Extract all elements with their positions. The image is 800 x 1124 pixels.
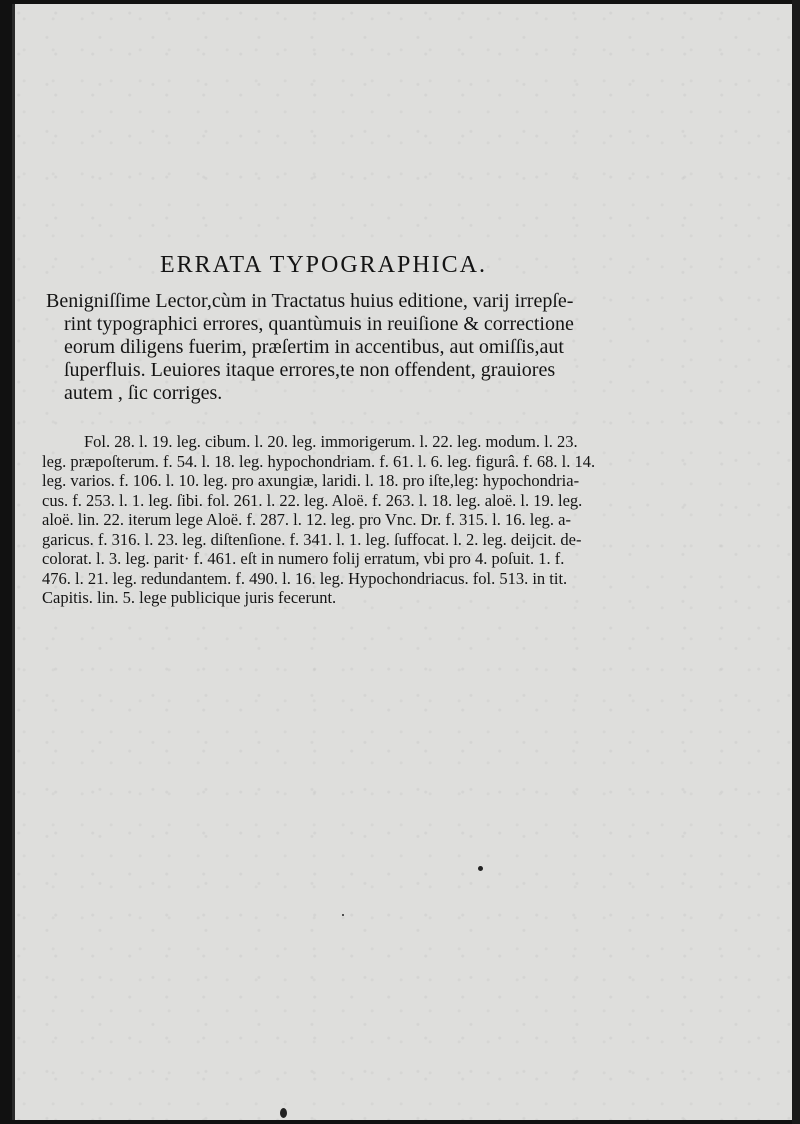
intro-paragraph — [46, 290, 696, 405]
page-title: ERRATA TYPOGRAPHICA. — [160, 252, 488, 278]
errata-line: leg. præpoſterum. f. 54. l. 18. leg. hypochondriam. f. 61. l. 6. leg. figurâ. f. 68. l. 14. — [42, 451, 596, 471]
intro-line: autem , ſic corriges. — [64, 382, 223, 404]
ink-speck — [478, 866, 483, 871]
ink-speck — [280, 1108, 287, 1118]
errata-line: cus. f. 253. l. 1. leg. ſibi. fol. 261. l. 22. leg. Aloë. f. 263. l. 18. leg. aloë. l. 19. leg. — [42, 490, 583, 510]
ink-speck — [342, 914, 344, 916]
errata-line: aloë. lin. 22. iterum lege Aloë. f. 287. l. 12. leg. pro Vnc. Dr. f. 315. l. 16. leg. a- — [42, 510, 571, 529]
errata-line: Fol. 28. l. 19. leg. cibum. l. 20. leg. immorigerum. l. 22. leg. modum. l. 23. — [84, 432, 578, 451]
scanned-page — [12, 4, 792, 1120]
intro-line: rint typographici errores, quantùmuis in reuiſione & correctione — [64, 313, 574, 335]
errata-line: leg. varios. f. 106. l. 10. leg. pro axungiæ, laridi. l. 18. pro iſte,leg: hypochondria- — [42, 471, 580, 490]
errata-line: colorat. l. 3. leg. parit· f. 461. eſt in numero folij erratum, vbi pro 4. poſuit. 1. f. — [42, 549, 565, 568]
intro-line: ſuperfluis. Leuiores itaque errores,te non offendent, grauiores — [64, 359, 556, 381]
errata-line: 476. l. 21. leg. redundantem. f. 490. l. 16. leg. Hypochondriacus. fol. 513. in tit. — [42, 568, 568, 588]
errata-line: Capitis. lin. 5. lege publicique juris fecerunt. — [42, 588, 337, 607]
errata-line: garicus. f. 316. l. 23. leg. diſtenſione. f. 341. l. 1. leg. ſuffocat. l. 2. leg. deijcit. de- — [42, 529, 582, 549]
intro-line: Benigniſſime Lector,cùm in Tractatus huius editione, varij irrepſe- — [46, 290, 574, 312]
scan-edge — [792, 0, 800, 1124]
intro-line: eorum diligens fuerim, præſertim in accentibus, aut omiſſis,aut — [64, 336, 564, 358]
errata-list — [42, 432, 692, 608]
